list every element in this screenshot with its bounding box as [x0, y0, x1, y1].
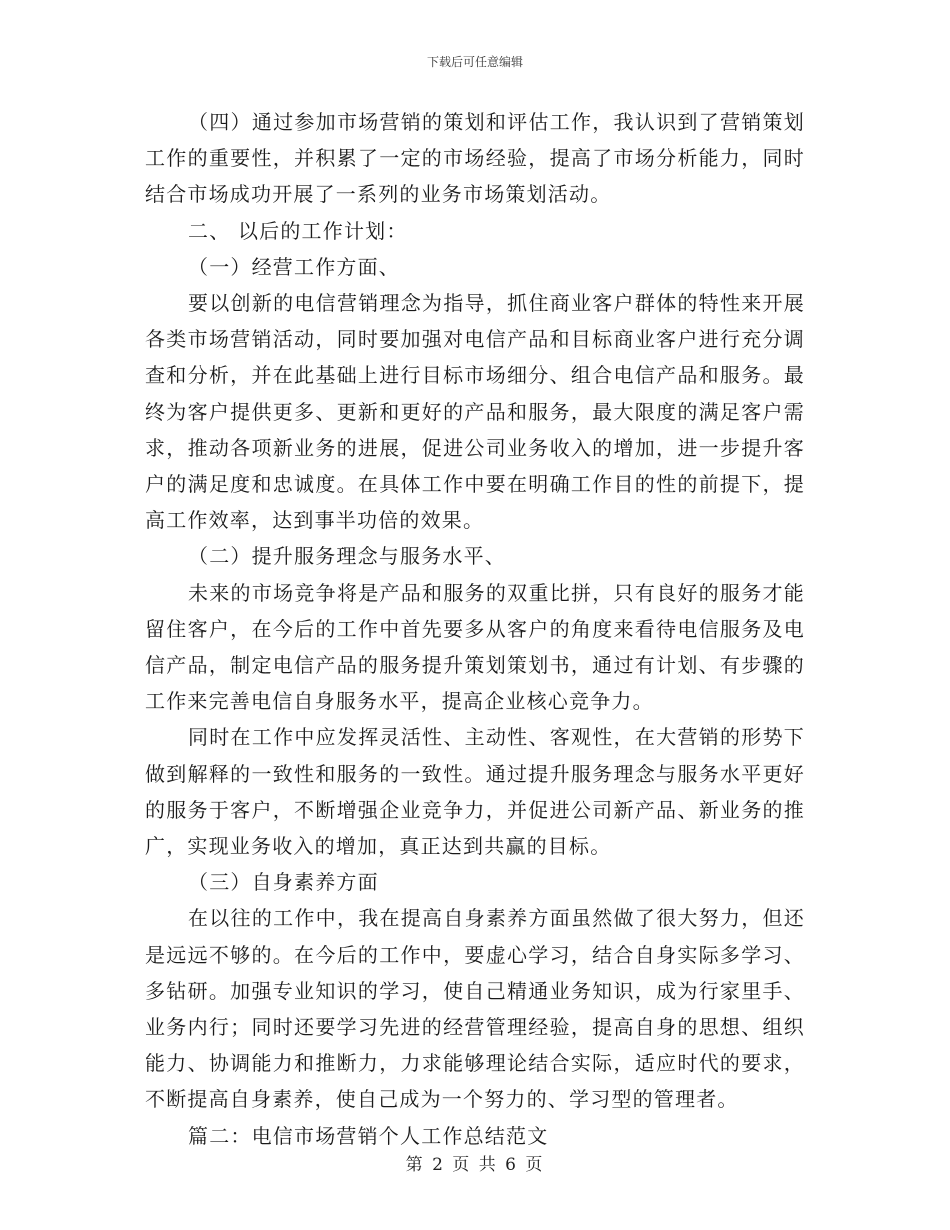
page-header: 下载后可任意编辑	[426, 55, 523, 69]
heading-self-quality: （三）自身素养方面	[188, 870, 379, 895]
paragraph-business-work: 要以创新的电信营销理念为指导，抓住商业客户群体的特性来开展各类市场营销活动，同时要加强对电信产品和目标商业客户进行充分调查和分析，并在此基础上进行目标市场细分、组合电信产品和服务。最终为客户提供更多、更新和更好的产品和服务，最大限度的满足客户需求，推动各项新业务的进展，促进公司业务收入的增加，进一步提升客户的满足度和忠诚度。在具体工作中要在明确工作目的性的前提下，提高工作效率，达到事半功倍的效果。	[145, 291, 805, 533]
paragraph-service-flexibility: 同时在工作中应发挥灵活性、主动性、客观性，在大营销的形势下做到解释的一致性和服务的一致性。通过提升服务理念与服务水平更好的服务于客户，不断增强企业竞争力，并促进公司新产品、新业务的推广，实现业务收入的增加，真正达到共赢的目标。	[145, 725, 805, 859]
heading-business-work: （一）经营工作方面、	[188, 254, 400, 279]
paragraph-self-quality: 在以往的工作中，我在提高自身素养方面虽然做了很大努力，但还是远远不够的。在今后的工作中，要虚心学习，结合自身实际多学习、多钻研。加强专业知识的学习，使自己精通业务知识，成为行家里手、业务内行；同时还要学习先进的经营管理经验，提高自身的思想、组织能力、协调能力和推断力，力求能够理论结合实际，适应时代的要求，不断提高自身素养，使自己成为一个努力的、学习型的管理者。	[145, 906, 805, 1112]
paragraph-section-four: （四）通过参加市场营销的策划和评估工作，我认识到了营销策划工作的重要性，并积累了一定的市场经验，提高了市场分析能力，同时结合市场成功开展了一系列的业务市场策划活动。	[145, 110, 805, 207]
heading-future-plan: 二、 以后的工作计划：	[188, 218, 408, 243]
heading-part-two: 篇二：电信市场营销个人工作总结范文	[188, 1123, 549, 1148]
paragraph-service-competition: 未来的市场竞争将是产品和服务的双重比拼，只有良好的服务才能留住客户，在今后的工作中首先要多从客户的角度来看待电信服务及电信产品，制定电信产品的服务提升策划策划书，通过有计划、有步骤的工作来完善电信自身服务水平，提高企业核心竞争力。	[145, 580, 805, 714]
heading-service-level: （二）提升服务理念与服务水平、	[188, 544, 506, 569]
page-number: 第 2 页 共 6 页	[405, 1155, 545, 1175]
document-body	[145, 104, 805, 1154]
